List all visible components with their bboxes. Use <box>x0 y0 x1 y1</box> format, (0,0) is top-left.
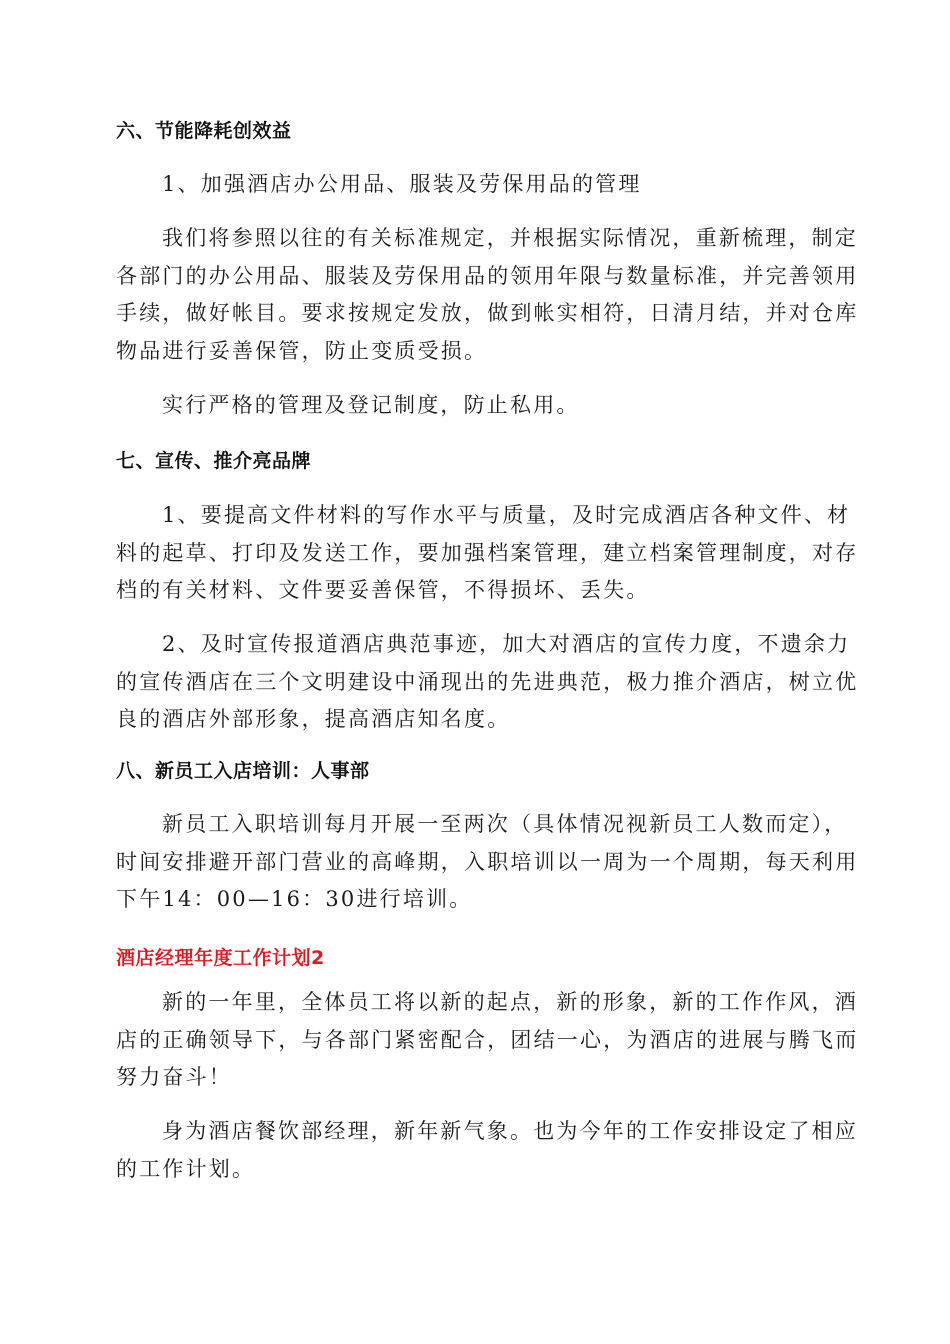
text-line: 新员工入职培训每月开展一至两次（具体情况视新员工人数而定）， <box>162 812 848 836</box>
text-line: 1、加强酒店办公用品、服装及劳保用品的管理 <box>162 172 642 196</box>
section-heading-6: 六、节能降耗创效益 <box>116 120 292 142</box>
text-line: 2、及时宣传报道酒店典范事迹，加大对酒店的宣传力度，不遗余力 <box>162 632 851 656</box>
text-line: 努力奋斗！ <box>116 1065 232 1090</box>
text-line: 良的酒店外部形象，提高酒店知名度。 <box>116 707 511 732</box>
section-heading-8: 八、新员工入店培训：人事部 <box>116 760 370 782</box>
text-line: 的宣传酒店在三个文明建设中涌现出的先进典范，极力推介酒店，树立优 <box>116 669 859 694</box>
text-line: 各部门的办公用品、服装及劳保用品的领用年限与数量标准，并完善领用 <box>116 263 859 288</box>
text-line: 我们将参照以往的有关标准规定，并根据实际情况，重新梳理，制定 <box>162 226 858 250</box>
text-line: 料的起草、打印及发送工作，要加强档案管理，建立档案管理制度，对存 <box>116 540 859 565</box>
text-line: 下午14：00—16：30进行培训。 <box>116 887 473 912</box>
paragraph-plan2-2 <box>116 1113 858 1188</box>
text-line: 1、要提高文件材料的写作水平与质量，及时完成酒店各种文件、材 <box>162 503 851 527</box>
paragraph-7-2 <box>116 626 859 739</box>
text-line: 实行严格的管理及登记制度，防止私用。 <box>162 393 580 417</box>
paragraph-7-1 <box>116 497 859 610</box>
section-heading-7: 七、宣传、推介亮品牌 <box>116 450 312 472</box>
paragraph-6-3 <box>116 387 836 425</box>
text-line: 的工作计划。 <box>116 1156 256 1181</box>
text-line: 手续，做好帐目。要求按规定发放，做到帐实相符，日清月结，并对仓库 <box>116 301 859 326</box>
plan-2-title: 酒店经理年度工作计划2 <box>116 947 325 969</box>
text-line: 物品进行妥善保管，防止变质受损。 <box>116 338 488 363</box>
paragraph-8-1 <box>116 806 859 919</box>
text-line: 店的正确领导下，与各部门紧密配合，团结一心，为酒店的进展与腾飞而 <box>116 1027 859 1052</box>
text-line: 新的一年里，全体员工将以新的起点，新的形象，新的工作作风，酒 <box>162 990 858 1014</box>
paragraph-6-2 <box>116 220 859 370</box>
text-line: 身为酒店餐饮部经理，新年新气象。也为今年的工作安排设定了相应 <box>162 1119 858 1143</box>
paragraph-6-1 <box>116 166 836 204</box>
text-line: 时间安排避开部门营业的高峰期，入职培训以一周为一个周期，每天利用 <box>116 849 859 874</box>
text-line: 档的有关材料、文件要妥善保管，不得损坏、丢失。 <box>116 578 650 603</box>
paragraph-plan2-1 <box>116 984 859 1097</box>
